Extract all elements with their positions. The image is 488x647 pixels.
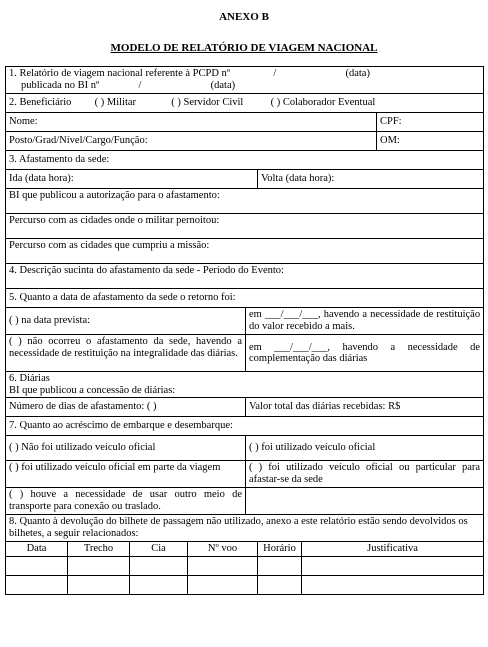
option-veiculo-parte[interactable]: ( ) foi utilizado veículo oficial em parte da viagem bbox=[6, 461, 246, 488]
dias-valor-row bbox=[6, 398, 484, 417]
section-5-row bbox=[6, 289, 484, 308]
veiculo-row-1 bbox=[6, 436, 484, 461]
beneficiary-label: 2. Beneficiário bbox=[9, 97, 72, 109]
annex-label: ANEXO B bbox=[219, 11, 269, 23]
posto-field[interactable]: Posto/Grad/Nível/Cargo/Função: bbox=[6, 132, 377, 151]
bi-autorizacao-row bbox=[6, 189, 484, 214]
bilhetes-header-row bbox=[6, 542, 484, 557]
option-servidor-civil[interactable]: ( ) Servidor Civil bbox=[171, 97, 244, 109]
col-data: Data bbox=[6, 542, 68, 557]
bilhete-row bbox=[6, 575, 484, 594]
section-8-row bbox=[6, 515, 484, 542]
travel-report-form bbox=[5, 66, 484, 595]
bi-diarias-field[interactable]: BI que publicou a concessão de diárias: bbox=[9, 384, 176, 396]
pcpd-label: 1. Relatório de viagem nacional referente à PCPD nº bbox=[9, 68, 231, 79]
cpf-field[interactable]: CPF: bbox=[377, 113, 484, 132]
retorno-row-2 bbox=[6, 335, 484, 372]
pcpd-line bbox=[9, 68, 480, 80]
col-voo: Nº voo bbox=[188, 542, 258, 557]
bilhete-cell[interactable] bbox=[68, 575, 130, 594]
form-title: MODELO DE RELATÓRIO DE VIAGEM NACIONAL bbox=[110, 42, 378, 54]
section-5-label: 5. Quanto a data de afastamento da sede o retorno foi: bbox=[6, 289, 484, 308]
section-3-row bbox=[6, 151, 484, 170]
bilhete-cell[interactable] bbox=[68, 556, 130, 575]
option-nao-veiculo-oficial[interactable]: ( ) Não foi utilizado veículo oficial bbox=[6, 436, 246, 461]
option-outro-meio[interactable]: ( ) houve a necessidade de usar outro meio de transporte para conexão ou traslado. bbox=[6, 488, 246, 515]
volta-field[interactable]: Volta (data hora): bbox=[258, 170, 484, 189]
option-veiculo-particular[interactable]: ( ) foi utilizado veículo oficial ou particular para afastar-se da sede bbox=[246, 461, 484, 488]
option-data-prevista[interactable]: ( ) na data prevista: bbox=[6, 308, 246, 335]
pcpd-date-label: (data) bbox=[345, 68, 370, 79]
nome-field[interactable]: Nome: bbox=[6, 113, 377, 132]
percurso-missao-field[interactable]: Percurso com as cidades que cumpriu a missão: bbox=[6, 239, 484, 264]
bi-slash: / bbox=[138, 79, 142, 91]
bilhete-cell[interactable] bbox=[302, 575, 484, 594]
percurso-militar-field[interactable]: Percurso com as cidades onde o militar pernoitou: bbox=[6, 214, 484, 239]
bilhete-cell[interactable] bbox=[6, 556, 68, 575]
col-cia: Cia bbox=[130, 542, 188, 557]
section-6-row bbox=[6, 372, 484, 398]
percurso-militar-row bbox=[6, 214, 484, 239]
option-veiculo-oficial[interactable]: ( ) foi utilizado veículo oficial bbox=[246, 436, 484, 461]
bi-label: publicada no BI nº bbox=[21, 79, 100, 91]
col-trecho: Trecho bbox=[68, 542, 130, 557]
section-6-label: 6. Diárias bbox=[9, 373, 50, 384]
section-4-field[interactable]: 4. Descrição sucinta do afastamento da sede - Período do Evento: bbox=[6, 264, 484, 289]
percurso-missao-row bbox=[6, 239, 484, 264]
col-horario: Horário bbox=[258, 542, 302, 557]
option-colaborador-eventual[interactable]: ( ) Colaborador Eventual bbox=[270, 97, 376, 109]
veiculo-empty-cell bbox=[246, 488, 484, 515]
bilhete-cell[interactable] bbox=[258, 575, 302, 594]
bilhete-cell[interactable] bbox=[302, 556, 484, 575]
bilhete-cell[interactable] bbox=[130, 556, 188, 575]
option-militar[interactable]: ( ) Militar bbox=[94, 97, 137, 109]
col-justificativa: Justificativa bbox=[302, 542, 484, 557]
bi-autorizacao-field[interactable]: BI que publicou a autorização para o afastamento: bbox=[6, 189, 484, 214]
section-2-row bbox=[6, 94, 484, 113]
veiculo-row-3 bbox=[6, 488, 484, 515]
section-4-row bbox=[6, 264, 484, 289]
om-field[interactable]: OM: bbox=[377, 132, 484, 151]
bilhete-row bbox=[6, 556, 484, 575]
ida-field[interactable]: Ida (data hora): bbox=[6, 170, 258, 189]
section-1-row bbox=[6, 67, 484, 94]
bilhete-cell[interactable] bbox=[188, 575, 258, 594]
bilhete-cell[interactable] bbox=[130, 575, 188, 594]
retorno-row-1 bbox=[6, 308, 484, 335]
valor-total-field[interactable]: Valor total das diárias recebidas: R$ bbox=[246, 398, 484, 417]
section-8-label: 8. Quanto à devolução do bilhete de passagem não utilizado, anexo a este relatório estão sendo devolvidos os bilhetes, a seguir relacionados: bbox=[6, 515, 484, 542]
posto-row bbox=[6, 132, 484, 151]
section-7-label: 7. Quanto ao acréscimo de embarque e desembarque: bbox=[6, 417, 484, 436]
section-3-label: 3. Afastamento da sede: bbox=[6, 151, 484, 170]
nome-row bbox=[6, 113, 484, 132]
restituicao-text: em ___/___/___, havendo a necessidade de restituição do valor recebido a mais. bbox=[246, 308, 484, 335]
veiculo-row-2 bbox=[6, 461, 484, 488]
pcpd-slash: / bbox=[273, 68, 277, 79]
bilhete-cell[interactable] bbox=[6, 575, 68, 594]
ida-volta-row bbox=[6, 170, 484, 189]
bilhete-cell[interactable] bbox=[188, 556, 258, 575]
bi-date-label: (data) bbox=[210, 79, 236, 91]
section-7-row bbox=[6, 417, 484, 436]
bi-line bbox=[9, 80, 480, 92]
option-nao-ocorreu[interactable]: ( ) não ocorreu o afastamento da sede, havendo a necessidade de restituição na integralidade das diárias. bbox=[6, 335, 246, 372]
num-dias-field[interactable]: Número de dias de afastamento: ( ) bbox=[6, 398, 246, 417]
bilhete-cell[interactable] bbox=[258, 556, 302, 575]
complementacao-text: em ___/___/___, havendo a necessidade de complementação das diárias bbox=[246, 335, 484, 372]
